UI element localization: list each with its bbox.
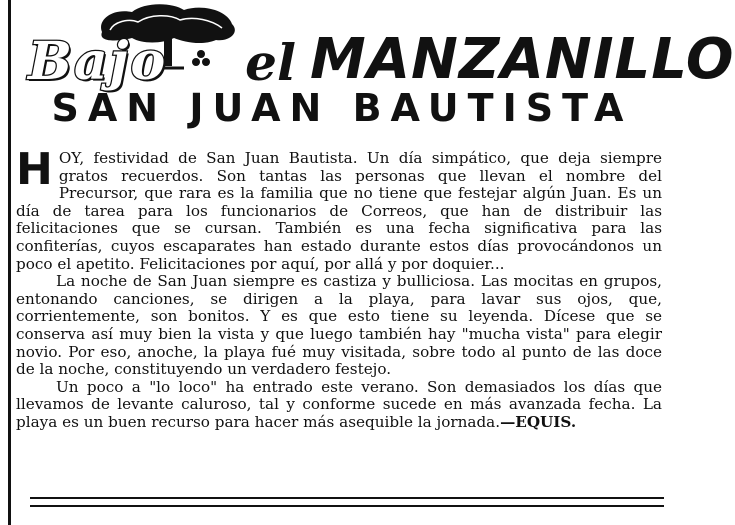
section-masthead: [14, 2, 735, 92]
masthead-title: [28, 18, 735, 92]
paragraph-1-text: OY, festividad de San Juan Bautista. Un día simpático, que deja siempre gratos recuerdos. Son tantas las personas que llevan el nombre del Precursor, que rara es la familia que no tiene que festejar algún Juan. Es un día de tarea para los funcionarios de Correos, que han de distribuir las felicitaciones que se cursan. También es una fecha significativa para las confiterías, cuyos escaparates han estado durante estos días provocándonos un poco el apetito. Felicitaciones por aquí, por allá y por doquier...: [16, 149, 662, 273]
article-headline: SAN JUAN BAUTISTA: [51, 86, 633, 130]
masthead-word-el: el: [245, 33, 296, 92]
bottom-rule-upper: [30, 497, 664, 499]
bottom-rule-lower: [30, 505, 664, 507]
article-signature: —EQUIS.: [500, 412, 577, 431]
column-rule-left: [8, 0, 11, 525]
article-body: [16, 144, 662, 432]
article-paragraph-3: [16, 379, 662, 432]
article-paragraph-1: [16, 144, 662, 273]
masthead-word-manzanillo: MANZANILLO: [309, 27, 735, 92]
drop-cap: H: [16, 144, 53, 195]
paragraph-3-text: Un poco a "lo loco" ha entrado este verano. Son demasiados los días que llevamos de levante caluroso, tal y conforme sucede en más avanzada fecha. La playa es un buen recurso para hacer más asequible la jornada.: [16, 377, 662, 431]
article-paragraph-2: La noche de San Juan siempre es castiza y bulliciosa. Las mocitas en grupos, entonando canciones, se dirigen a la playa, para lavar sus ojos, que, corrientemente, son bonitos. Y es que esto tiene su leyenda. Dícese que se conserva así muy bien la vista y que luego también hay "mucha vista" para elegir novio. Por eso, anoche, la playa fué muy visitada, sobre todo al punto de las doce de la noche, constituyendo un verdadero festejo.: [16, 272, 662, 379]
masthead-word-bajo: Bajo: [28, 31, 168, 92]
